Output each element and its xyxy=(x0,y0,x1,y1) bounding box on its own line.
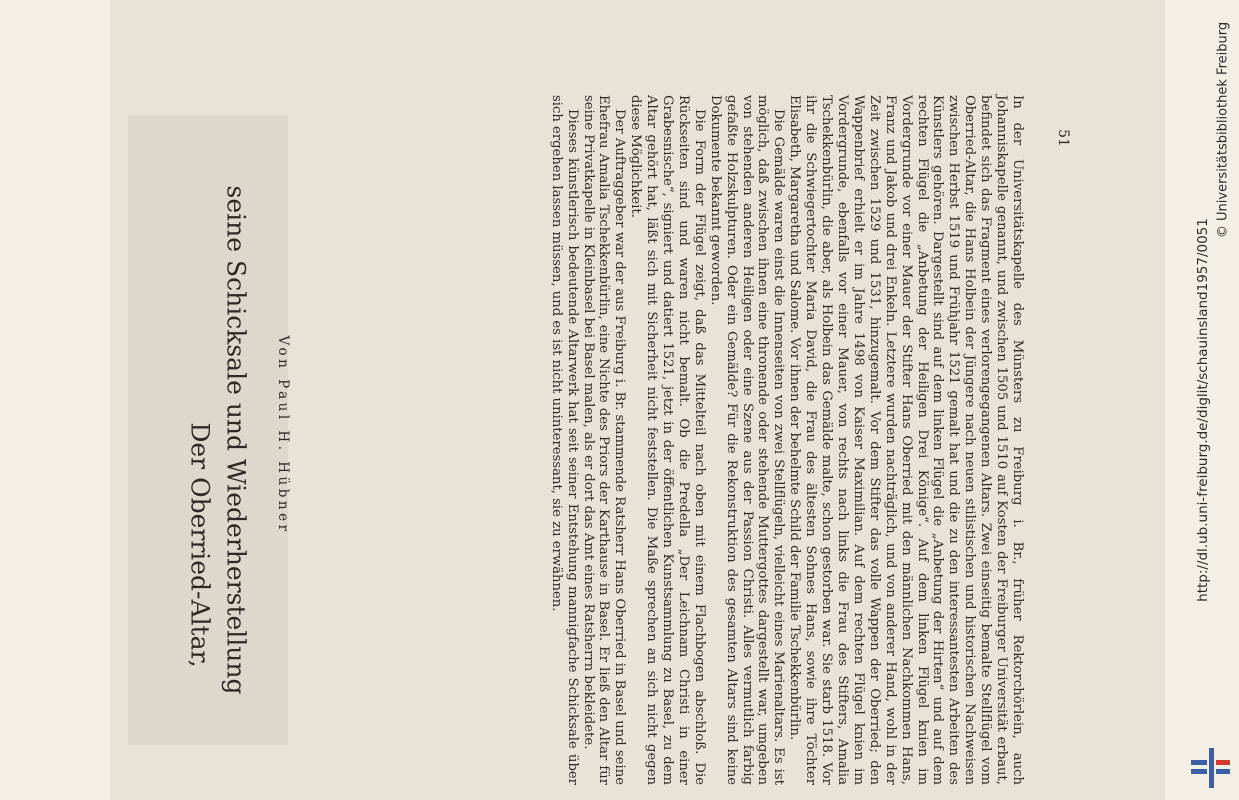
logo-bar-right-top xyxy=(1216,760,1230,765)
paragraph-5: Dieses künstlerisch bedeutende Altarwerk hat seit seiner Entstehung mannigfache Schicksale über sich ergehen lassen müssen, und es ist nicht uninteressant, sie zu erwähnen. xyxy=(548,95,580,785)
article-title-line2: seine Schicksale und Wiederherstellung xyxy=(221,185,251,695)
logo-bar-left-bottom xyxy=(1191,769,1207,774)
article-author: Von Paul H. Hübner xyxy=(275,335,291,535)
logo-bar-vertical xyxy=(1209,748,1214,788)
paragraph-4: Der Auftraggeber war der aus Freiburg i. Br. stammende Ratsherr Hans Oberried in Basel und seine Ehefrau Amalia Tschekkenbürlin, eine Nichte des Priors der Karthause in Basel. Er ließ den Altar für seine Privatkapelle in Kleinbasel bei Basel malen, als er dort das Amt eines Ratsherrn bekleidete. xyxy=(580,95,628,785)
paragraph-3: Die Form der Flügel zeigt, daß das Mittelteil nach oben mit einem Flachbogen abschloß. Die Rückseiten sind und waren nicht bemalt. Ob die Predella „Der Leichnam Christi in einer Grabesnische“, signiert und datiert 1521, jetzt in der öffentlichen Kunstsammlung zu Basel, zu dem Altar gehört hat, läßt sich mit Sicherheit nicht feststellen. Die Maße sprechen an sich nicht gegen diese Möglichkeit. xyxy=(628,95,707,785)
article-title-line1: Der Oberried-Altar, xyxy=(185,422,215,668)
logo-bar-right-bottom xyxy=(1216,769,1230,774)
library-logo-icon xyxy=(1191,748,1231,788)
article-body xyxy=(548,95,1025,785)
paragraph-1: In der Universitätskapelle des Münsters zu Freiburg i. Br., früher Rektorchörlein, auch Johanniskapelle genannt, und zwischen 1505 und 1510 auf Kosten der Freiburger Universität erbaut, befindet sich das Fragment eines verlorengegangenen Altars. Zwei einseitig bemalte Stellflügel vom Oberried-Altar, die Hans Holbein der Jüngere nach neuen stilistischen und historischen Nachweisen zwischen Herbst 1519 und Frühjahr 1521 gemalt hat und die zu den interessantesten Arbeiten des Künstlers gehören. Dargestellt sind auf dem linken Flügel die „Anbetung der Hirten“ und auf dem rechten Flügel die „Anbetung der Heiligen Drei Könige“. Auf dem linken Flügel knien im Vordergrunde vor einer Mauer der Stifter Hans Oberried mit den männlichen Nachkommen Hans, Franz und Jakob und drei Enkeln. Letztere wurden nachträglich, und von anderer Hand, wohl in der Zeit zwischen 1529 und 1531, hinzugemalt. Vor dem Stifter das volle Wappen der Oberried; den Wappenbrief erhielt er im Jahre 1498 von Kaiser Maximilian. Auf dem rechten Flügel knien im Vordergrunde, ebenfalls vor einer Mauer, von rechts nach links die Frau des Stifters, Amalia Tschekkenbürlin, die aber, als Holbein das Gemälde malte, schon gestorben war. Sie starb 1518. Vor ihr die Schwiegertochter Maria David, die Frau des ältesten Sohnes Hans, sowie ihre Töchter Elisabeth, Margaretha und Salome. Vor ihnen der behelmte Schild der Familie Tschekkenbürlin. xyxy=(787,95,1025,785)
copyright-notice: © Universitätsbibliothek Freiburg xyxy=(1215,21,1231,239)
paragraph-2: Die Gemälde waren einst die Innenseiten von zwei Stellflügeln, vielleicht eines Marienaltars. Es ist möglich, daß zwischen ihnen eine thronende oder stehende Muttergottes dargestellt war, umgeben von stehenden anderen Heiligen oder eine Szene aus der Passion Christi. Alles vermutlich farbig gefaßte Holzskulpturen. Oder ein Gemälde? Für die Rekonstruktion des gesamten Altars sind keine Dokumente bekannt geworden. xyxy=(707,95,787,785)
rotated-page xyxy=(165,95,1025,785)
logo-bar-left-top xyxy=(1191,760,1207,765)
page-number: 51 xyxy=(1055,129,1071,147)
source-url[interactable]: http://dl.ub.uni-freiburg.de/diglit/schauinsland1957/0051 xyxy=(1195,218,1211,602)
